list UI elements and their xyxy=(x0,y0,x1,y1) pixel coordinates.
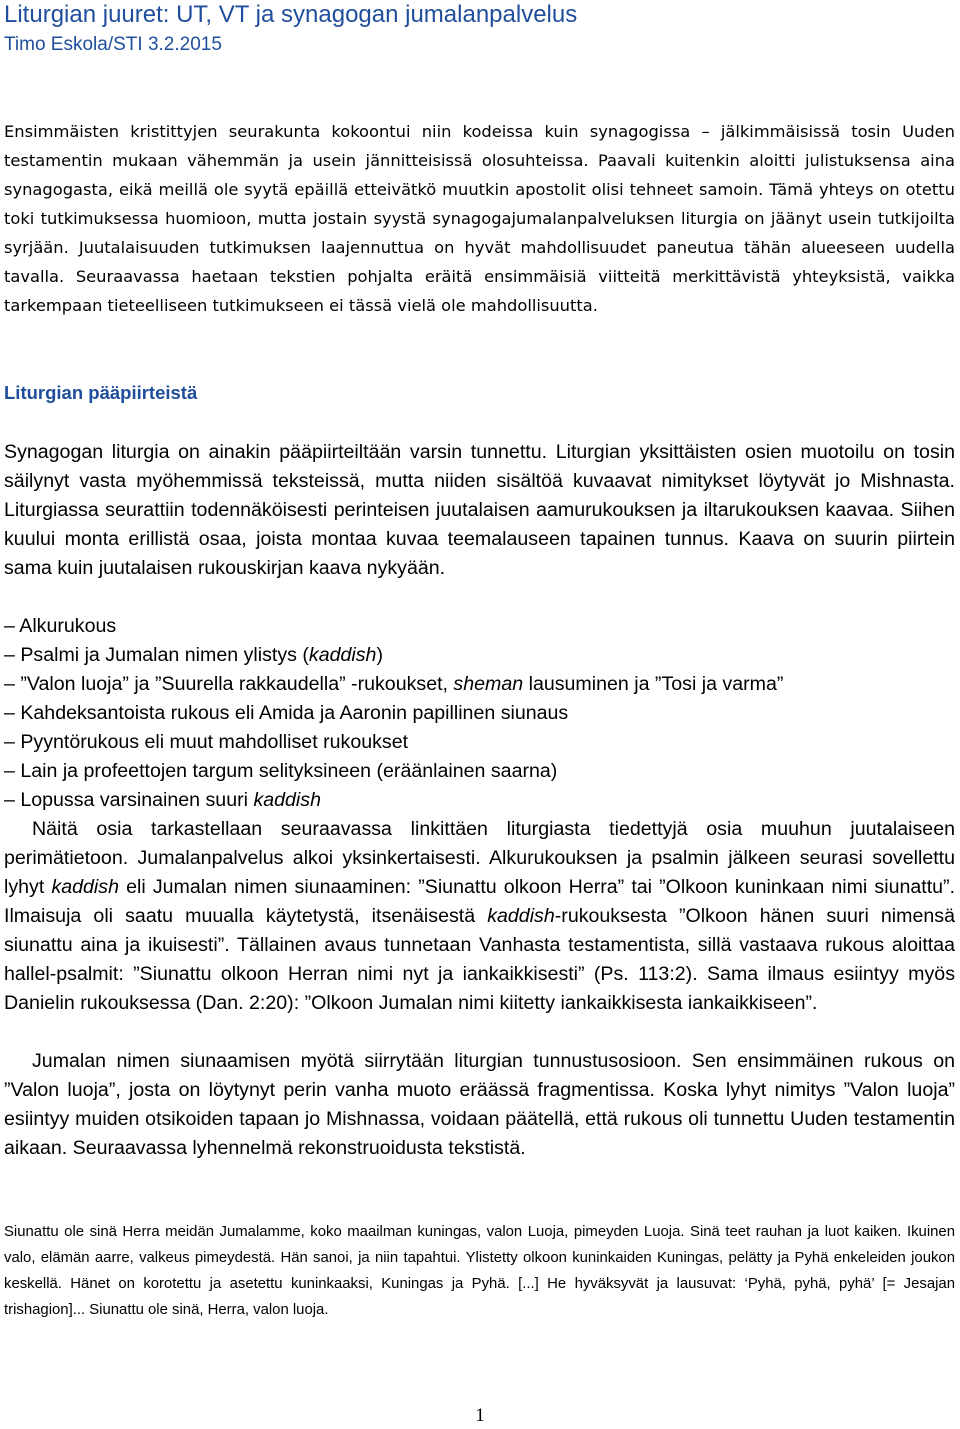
section-heading: Liturgian pääpiirteistä xyxy=(4,382,198,403)
paragraph-valon-luoja: Jumalan nimen siunaamisen myötä siirrytään liturgian tunnustusosioon. Sen ensimmäinen rukous on ”Valon luoja”, josta on löytynyt perin vanha muoto eräässä fragmentissa. Koska lyhyt nimitys ”Valon luoja” esiintyy muiden otsikoiden tapaan jo Mishnassa, voidaan päätellä, että rukous oli tunnettu Uuden testamentin aikaan. Seuraavassa lyhennelmä rekonstruoidusta tekstistä. xyxy=(4,1050,955,1159)
page-number: 1 xyxy=(475,1405,485,1426)
list-item: – Alkurukous xyxy=(4,615,117,637)
list-item: – Lain ja profeettojen targum selityksineen (eräänlainen saarna) xyxy=(4,760,558,782)
list-item: – ”Valon luoja” ja ”Suurella rakkaudella” -rukoukset, sheman lausuminen ja ”Tosi ja varma” xyxy=(4,673,784,695)
paragraph-liturgy-overview: Synagogan liturgia on ainakin pääpiirteiltään varsin tunnettu. Liturgian yksittäisten osien muotoilu on tosin säilynyt vasta myöhemmissä teksteissä, mutta niiden sisältöä kuvaavat nimitykset löytyvät jo Mishnasta. Liturgiassa seurattiin todennäköisesti perinteisen juutalaisen aamurukouksen ja iltarukouksen kaavaa. Siihen kuului monta erillistä osaa, joista montaa kuvaa teemalauseen tapainen tunnus. Kaava on suurin piirtein sama kuin juutalaisen rukouskirjan kaava nykyään. xyxy=(4,441,955,579)
author-date-line: Timo Eskola/STI 3.2.2015 xyxy=(4,34,222,55)
list-item: – Kahdeksantoista rukous eli Amida ja Aaronin papillinen siunaus xyxy=(4,702,569,724)
intro-paragraph: Ensimmäisten kristittyjen seurakunta kokoontui niin kodeissa kuin synagogissa – jälkimmäisissä tosin Uuden testamentin mukaan vähemmän ja usein jännitteisissä olosuhteissa. Paavali kuitenkin aloitti julistuksensa aina synagogasta, eikä meillä ole syytä epäillä etteivätkö muutkin apostolit olisi tehneet samoin. Tämä yhteys on otettu toki tutkimuksessa huomioon, mutta jostain syystä synagogajumalanpalveluksen liturgia on jäänyt usein tutkijoilta syrjään. Juutalaisuuden tutkimuksen laajennuttua on hyvät mahdollisuudet paneutua tähän alueeseen uudella tavalla. Seuraavassa haetaan tekstien pohjalta eräitä ensimmäisiä viitteitä merkittävistä yhteyksistä, vaikka tarkempaan tieteelliseen tutkimukseen ei tässä vielä ole mahdollisuutta. xyxy=(4,122,955,315)
list-item: – Psalmi ja Jumalan nimen ylistys (kaddish) xyxy=(4,644,383,666)
reconstructed-prayer-quote: Siunattu ole sinä Herra meidän Jumalamme, koko maailman kuningas, valon Luoja, pimeyden Luoja. Sinä teet rauhan ja luot kaiken. Ikuinen valo, elämän aarre, valkeus pimeydestä. Hän sanoi, ja niin tapahtui. Ylistetty olkoon kuninkaiden Kuningas, pelätty ja Pyhä enkeleiden joukon keskellä. Hänet on korotettu ja asetettu kuninkaaksi, Kuningas ja Pyhä. [...] He hyväksyvät ja lausuvat: ‘Pyhä, pyhä, pyhä’ [= Jesajan trishagion]... Siunattu ole sinä, Herra, valon luoja. xyxy=(4,1224,955,1318)
list-item: – Lopussa varsinainen suuri kaddish xyxy=(4,789,321,811)
paragraph-kaddish: Näitä osia tarkastellaan seuraavassa linkittäen liturgiasta tiedettyjä osia muuhun juutalaiseen perimätietoon. Jumalanpalvelus alkoi yksinkertaisesti. Alkurukouksen ja psalmin jälkeen seurasi sovellettu lyhyt kaddish eli Jumalan nimen siunaaminen: ”Siunattu olkoon Herra” tai ”Olkoon kuninkaan nimi siunattu”. Ilmaisuja oli saatu muualla käytetystä, itsenäisestä kaddish-rukouksesta ”Olkoon hänen suuri nimensä siunattu aina ja ikuisesti”. Tällainen avaus tunnetaan Vanhasta testamentista, sillä vastaava rukous aloittaa hallel-psalmit: ”Siunattu olkoon Herran nimi nyt ja iankaikkisesti” (Ps. 113:2). Sama ilmaus esiintyy myös Danielin rukouksessa (Dan. 2:20): ”Olkoon Jumalan nimi kiitetty iankaikkisesta iankaikkiseen”. xyxy=(4,818,956,1014)
document-title: Liturgian juuret: UT, VT ja synagogan jumalanpalvelus xyxy=(4,1,578,28)
list-item: – Pyyntörukous eli muut mahdolliset rukoukset xyxy=(4,731,409,753)
liturgy-parts-list xyxy=(4,612,955,815)
